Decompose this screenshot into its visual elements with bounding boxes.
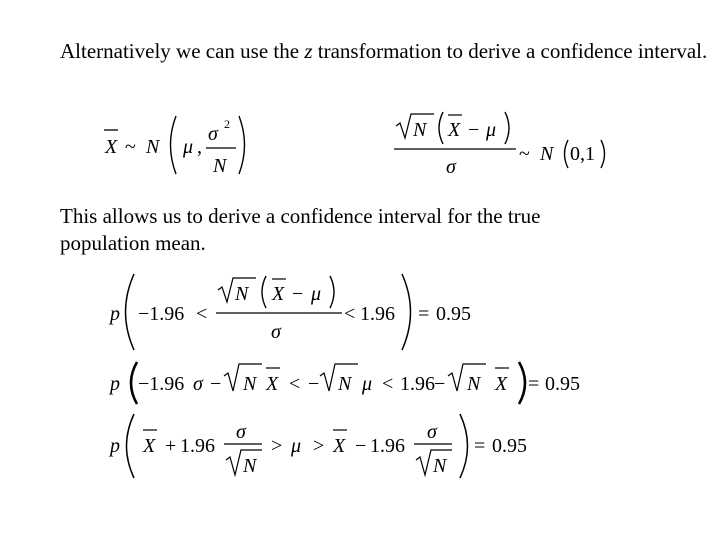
open-paren <box>131 362 137 404</box>
eq-symbol: = <box>474 435 486 457</box>
intro-text-before: Alternatively we can use the <box>60 39 305 63</box>
zero-one: 0,1 <box>570 143 595 165</box>
plus-symbol: + <box>165 435 177 457</box>
lt-symbol: < <box>196 303 208 325</box>
sigma-denominator: σ <box>446 156 456 178</box>
probability-equation-3 <box>108 414 527 478</box>
sigma-numerator: σ <box>236 421 246 443</box>
xbar-symbol: X <box>105 136 118 158</box>
pos-196: 1.96 <box>370 435 405 457</box>
normal-N: N <box>540 143 554 165</box>
minus-symbol: − <box>468 119 480 141</box>
mu-symbol: μ <box>311 283 322 305</box>
gt-symbol: > <box>313 435 325 457</box>
intro-text-after: transformation to derive a confidence interval. <box>312 39 708 63</box>
xbar-symbol: X <box>495 373 508 395</box>
open-paren <box>565 140 569 168</box>
close-bracket <box>460 414 468 478</box>
close-paren <box>519 362 525 404</box>
middle-paragraph: This allows us to derive a confidence interval for the true population mean. <box>60 204 541 255</box>
neg-196: −1.96 <box>138 373 185 395</box>
eq-symbol: = <box>528 373 540 395</box>
minus-symbol: − <box>355 435 367 457</box>
z-transformation-equation <box>394 112 605 178</box>
sqrt-N: N <box>338 373 352 395</box>
eq-symbol: = <box>418 303 430 325</box>
mu-symbol: μ <box>362 373 373 395</box>
sampling-distribution-equation <box>104 116 245 177</box>
probability-equation-1 <box>108 274 471 350</box>
minus-symbol: − <box>292 283 304 305</box>
xbar-symbol: X <box>266 373 279 395</box>
sigma-denominator: σ <box>271 321 281 343</box>
probability-equation-2 <box>108 362 580 404</box>
pos-196: 1.96 <box>360 303 395 325</box>
minus-symbol: − <box>308 373 320 395</box>
sigma-symbol: σ <box>208 123 218 145</box>
mu-symbol: μ <box>183 136 194 158</box>
pos-196: 1.96 <box>180 435 215 457</box>
sigma-numerator: σ <box>427 421 437 443</box>
lt-symbol: < <box>382 373 394 395</box>
sqrt-N: N <box>413 119 427 141</box>
comma-symbol: , <box>197 136 202 158</box>
sqrt-N: N <box>433 455 447 477</box>
xbar-symbol: X <box>448 119 461 141</box>
close-paren <box>601 140 605 168</box>
value-095: 0.95 <box>492 435 527 457</box>
normal-N: N <box>146 136 160 158</box>
mu-symbol: μ <box>291 435 302 457</box>
sqrt-N: N <box>235 283 249 305</box>
value-095: 0.95 <box>436 303 471 325</box>
tilde-symbol: ~ <box>519 143 530 165</box>
mu-symbol: μ <box>486 119 497 141</box>
p-symbol: p <box>110 303 120 325</box>
open-bracket <box>126 274 135 350</box>
minus-symbol: − <box>210 373 222 395</box>
close-bracket <box>402 274 411 350</box>
sqrt-N: N <box>467 373 481 395</box>
intro-z-italic: z <box>304 39 313 63</box>
minus-symbol: − <box>434 373 446 395</box>
open-paren <box>171 116 177 174</box>
denominator-N: N <box>213 155 227 177</box>
open-paren <box>439 112 443 144</box>
squared-superscript: 2 <box>224 117 230 131</box>
p-symbol: p <box>110 373 120 395</box>
xbar-symbol: X <box>333 435 346 457</box>
neg-196: −1.96 <box>138 303 185 325</box>
close-paren <box>505 112 509 144</box>
close-paren <box>239 116 245 174</box>
p-symbol: p <box>110 435 120 457</box>
lt-symbol: < <box>289 373 301 395</box>
lt-symbol: < <box>344 303 356 325</box>
sqrt-N: N <box>243 455 257 477</box>
value-095: 0.95 <box>545 373 580 395</box>
sqrt-N: N <box>243 373 257 395</box>
sigma-symbol: σ <box>193 373 203 395</box>
xbar-symbol: X <box>272 283 285 305</box>
pos-196: 1.96 <box>400 373 435 395</box>
gt-symbol: > <box>271 435 283 457</box>
xbar-symbol: X <box>143 435 156 457</box>
tilde-symbol: ~ <box>125 136 136 158</box>
open-bracket <box>127 414 135 478</box>
